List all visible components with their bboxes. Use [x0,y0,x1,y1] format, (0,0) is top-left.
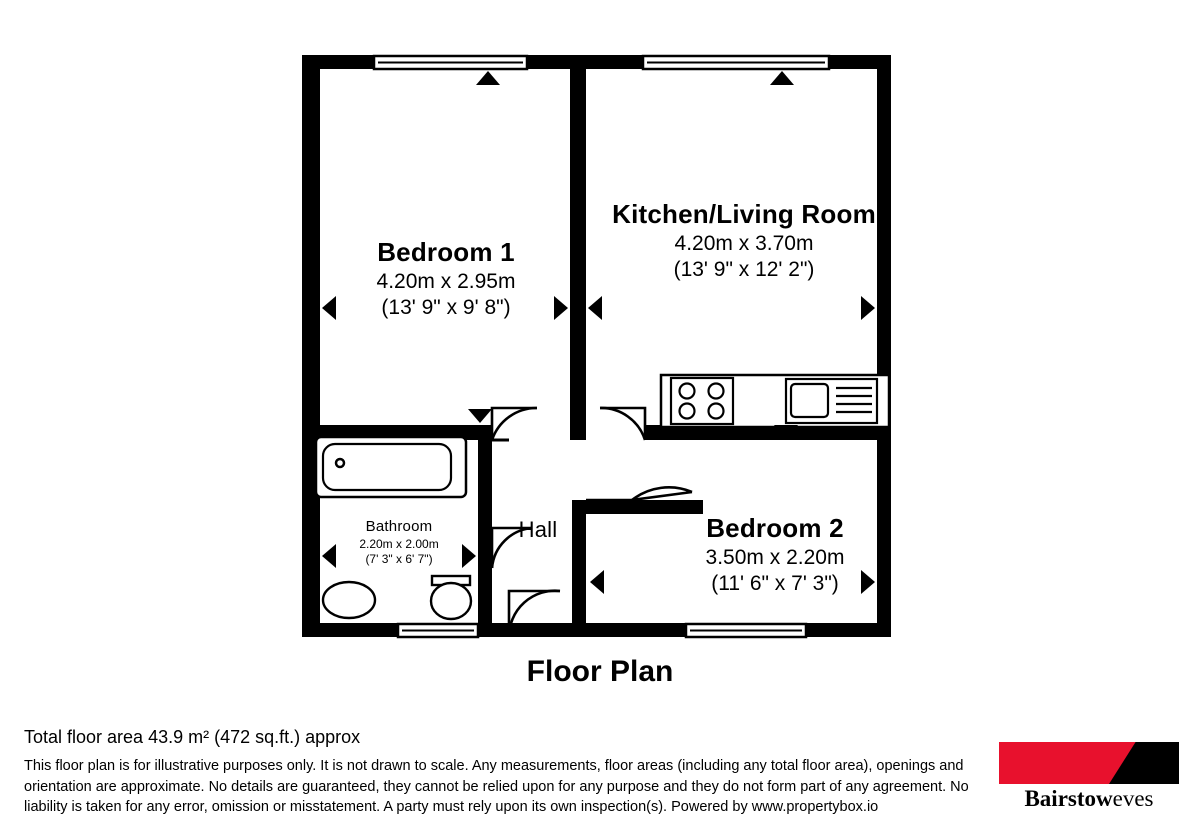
kitchen-sink [786,379,877,423]
wall-exterior-bottom-left [302,623,398,637]
room-dims-metric-bathroom: 2.20m x 2.00m [359,536,439,551]
room-name-bedroom-2: Bedroom 2 [706,513,844,543]
logo-wordmark-light: eves [1112,786,1154,811]
room-label-bathroom [319,518,479,567]
wall-exterior-left [302,55,320,637]
window-kitchen-top [643,56,829,69]
bathroom-basin [323,582,375,618]
wall-internal-bathroom-right [478,425,492,568]
page-title: Floor Plan [526,655,674,688]
wall-internal-bedroom1-bottom [302,425,492,440]
room-dims-imperial-kitchen-living-room: (13' 9" x 12' 2") [673,257,815,281]
window-bedroom1-top [374,56,527,69]
window-bedroom2-bottom [686,624,806,637]
total-floor-area: Total floor area 43.9 m² (472 sq.ft.) approx [24,727,361,747]
brand-logo [999,742,1179,820]
logo-wordmark-bold: Bairstow [1024,786,1113,811]
disclaimer-text: This floor plan is for illustrative purposes only. It is not drawn to scale. Any measurements, floor areas (including any total floor area), openings and orientation are approximate. No details are guaranteed, they cannot be relied upon for any purpose and they do not form part of any agreement. No liability is taken for any error, omission or misstatement. A party must rely upon its own inspection(s). Powered by www.propertybox.io [24,758,969,816]
room-dims-imperial-bedroom-2: (11' 6" x 7' 3") [711,571,839,595]
wall-internal-bathroom-right-lower [478,568,492,637]
room-label-hall [488,516,588,544]
door-bedroom1 [492,408,537,440]
bathroom-bath [316,437,466,497]
logo-wordmark [999,786,1179,812]
room-label-bedroom-1 [286,236,606,321]
wall-internal-kitchen-bottom [645,425,891,440]
wall-exterior-bottom-right [806,623,891,637]
door-kitchen [600,408,645,440]
room-name-hall: Hall [518,517,558,542]
wall-exterior-top-left [302,55,374,69]
door-bedroom2 [586,487,692,500]
kitchen-hob [671,378,733,424]
bathroom-toilet [431,576,471,619]
room-name-kitchen-living-room: Kitchen/Living Room [612,199,876,229]
room-dims-imperial-bedroom-1: (13' 9" x 9' 8") [381,295,511,319]
kitchen-counter [661,375,889,427]
room-dims-imperial-bathroom: (7' 3" x 6' 7") [365,551,433,566]
room-dims-metric-bedroom-1: 4.20m x 2.95m [376,269,516,293]
room-label-kitchen-living-room [564,198,924,283]
window-bathroom-bottom [398,624,478,637]
room-label-bedroom-2 [620,512,930,597]
room-name-bathroom: Bathroom [365,518,433,535]
footer [24,727,974,818]
room-dims-metric-kitchen-living-room: 4.20m x 3.70m [674,231,814,255]
room-name-bedroom-1: Bedroom 1 [377,237,515,267]
room-dims-metric-bedroom-2: 3.50m x 2.20m [705,545,845,569]
